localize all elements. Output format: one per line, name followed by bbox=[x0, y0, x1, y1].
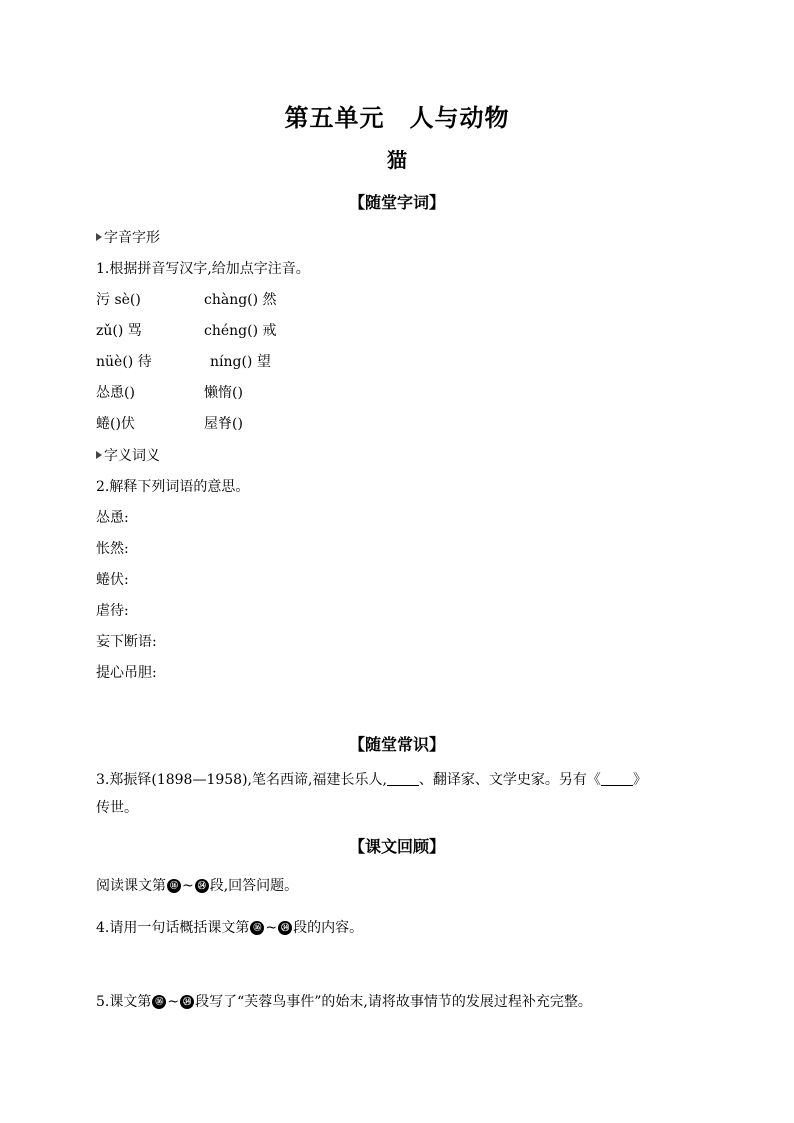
question-4-a: 4.请用一句话概括课文第 bbox=[96, 920, 250, 936]
section-heading-review: 【课文回顾】 bbox=[348, 837, 445, 856]
term-2: 怅然: bbox=[96, 541, 129, 557]
term-1: 怂恿: bbox=[96, 510, 129, 526]
unit-title: 第五单元 人与动物 bbox=[284, 104, 510, 132]
pair-2-b: chéng() 戒 bbox=[204, 323, 277, 339]
review-intro bbox=[96, 876, 298, 896]
answer-blank-2[interactable] bbox=[601, 771, 633, 786]
triangle-bullet-icon bbox=[96, 233, 102, 241]
section-heading-knowledge: 【随堂常识】 bbox=[348, 735, 445, 754]
review-intro-c: 段,回答问题。 bbox=[209, 878, 299, 894]
question-3-text-a: 3.郑振铎(1898—1958),笔名西谛,福建长乐人, bbox=[96, 772, 387, 788]
answer-blank-1[interactable] bbox=[387, 771, 419, 786]
question-2: 2.解释下列词语的意思。 bbox=[96, 479, 250, 495]
question-4-c: 段的内容。 bbox=[293, 920, 364, 936]
subheading-meaning bbox=[96, 446, 160, 466]
question-5-c: 段写了“芙蓉鸟事件”的始末,请将故事情节的发展过程补充完整。 bbox=[195, 994, 592, 1010]
subheading-pronunciation-label: 字音字形 bbox=[104, 230, 160, 246]
question-4-b: ~ bbox=[265, 920, 278, 936]
pair-4-b: 懒惰() bbox=[204, 385, 243, 401]
question-3-text-b: 、翻译家、文学史家。另有《 bbox=[418, 772, 601, 788]
pair-3-a: nüè() 待 bbox=[96, 354, 152, 370]
question-3-line2: 传世。 bbox=[96, 800, 138, 816]
paragraph-end-marker: ㉞ bbox=[278, 921, 292, 935]
pair-3-b: níng() 望 bbox=[210, 354, 271, 370]
term-3: 蜷伏: bbox=[96, 572, 129, 588]
review-intro-a: 阅读课文第 bbox=[96, 878, 166, 894]
paragraph-start-marker: ⑯ bbox=[167, 879, 181, 893]
paragraph-end-marker: ㉞ bbox=[180, 995, 194, 1009]
term-6: 提心吊胆: bbox=[96, 665, 157, 681]
question-1: 1.根据拼音写汉字,给加点字注音。 bbox=[96, 261, 310, 277]
subheading-pronunciation bbox=[96, 228, 160, 248]
pair-1-b: chàng() 然 bbox=[204, 292, 277, 308]
lesson-title: 猫 bbox=[387, 148, 407, 172]
paragraph-start-marker: ⑯ bbox=[152, 995, 166, 1009]
question-5-a: 5.课文第 bbox=[96, 994, 152, 1010]
pair-5-b: 屋脊() bbox=[204, 416, 243, 432]
section-heading-vocab: 【随堂字词】 bbox=[348, 193, 445, 212]
triangle-bullet-icon bbox=[96, 451, 102, 459]
question-5 bbox=[96, 992, 592, 1012]
term-5: 妄下断语: bbox=[96, 634, 157, 650]
question-3-text-c: 》 bbox=[632, 772, 647, 788]
question-4 bbox=[96, 918, 363, 938]
term-4: 虐待: bbox=[96, 603, 129, 619]
pair-2-a: zǔ() 骂 bbox=[96, 323, 142, 339]
review-intro-b: ~ bbox=[182, 878, 194, 894]
question-3-line1 bbox=[96, 770, 647, 790]
question-5-b: ~ bbox=[167, 994, 180, 1010]
pair-4-a: 怂恿() bbox=[96, 385, 135, 401]
pair-1-a: 污 sè() bbox=[96, 292, 141, 308]
pair-5-a: 蜷()伏 bbox=[96, 416, 135, 432]
paragraph-start-marker: ⑯ bbox=[250, 921, 264, 935]
subheading-meaning-label: 字义词义 bbox=[104, 448, 160, 464]
paragraph-end-marker: ㉞ bbox=[195, 879, 209, 893]
